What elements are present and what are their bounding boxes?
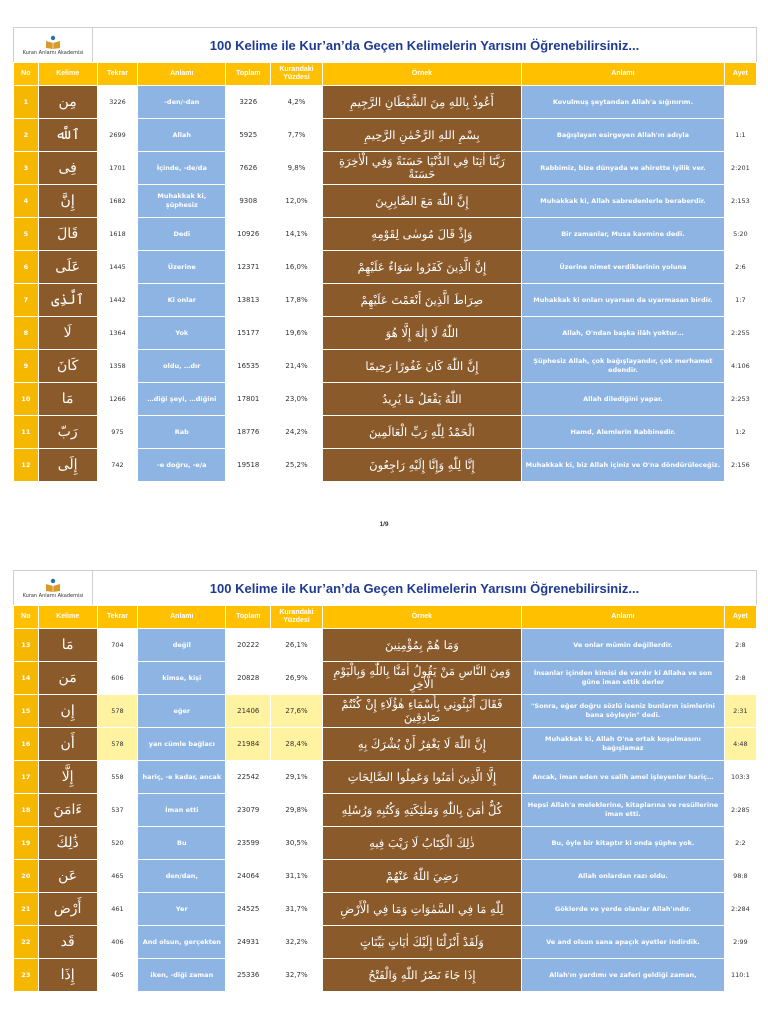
row-number: 8 — [14, 317, 39, 350]
example-translation: Muhakkak ki, biz Allah içiniz ve O'na döndürüleceğiz. — [522, 449, 725, 482]
repeat-count: 406 — [97, 926, 138, 959]
table-header-row — [14, 63, 757, 86]
running-total: 3226 — [226, 86, 271, 119]
example-translation: İnsanlar içinden kimisi de vardır ki Allaha ve son güne iman ettik derler — [522, 662, 725, 695]
verse-reference: 2:253 — [724, 383, 756, 416]
quran-percent: 32,2% — [271, 926, 322, 959]
col-meaning: Anlamı — [138, 63, 226, 86]
row-number: 13 — [14, 629, 39, 662]
word-meaning: İçinde, -de/da — [138, 152, 226, 185]
word-meaning: -den/-dan — [138, 86, 226, 119]
verse-reference: 103:3 — [724, 761, 756, 794]
quran-percent: 27,6% — [271, 695, 322, 728]
document-page-2 — [13, 570, 757, 992]
col-example: Örnek — [322, 63, 521, 86]
running-total: 20222 — [226, 629, 271, 662]
col-verse: Ayet — [724, 63, 756, 86]
row-number: 7 — [14, 284, 39, 317]
col-count: Tekrar — [97, 63, 138, 86]
repeat-count: 606 — [97, 662, 138, 695]
col-total: Toplam — [226, 63, 271, 86]
word-meaning: oldu, …dır — [138, 350, 226, 383]
verse-reference: 1:2 — [724, 416, 756, 449]
col-word: Kelime — [38, 606, 97, 629]
arabic-word: إِلَّا — [38, 761, 97, 794]
page-title: 100 Kelime ile Kur’an’da Geçen Kelimelerin Yarısını Öğrenebilirsiniz... — [209, 580, 640, 596]
example-verse: اللّٰهُ لَا إِلٰهَ إِلَّا هُوَ — [322, 317, 521, 350]
row-number: 3 — [14, 152, 39, 185]
col-translation: Anlamı — [522, 63, 725, 86]
row-number: 22 — [14, 926, 39, 959]
example-verse: إِنَّ اللّٰهَ لَا يَغْفِرُ أَنْ يُشْرَكَ بِهِ — [322, 728, 521, 761]
row-number: 16 — [14, 728, 39, 761]
arabic-word: ٱلَّذِى — [38, 284, 97, 317]
word-meaning: Allah — [138, 119, 226, 152]
col-word: Kelime — [38, 63, 97, 86]
quran-percent: 14,1% — [271, 218, 322, 251]
word-meaning: …diği şeyi, …diğini — [138, 383, 226, 416]
arabic-word: رَبّ — [38, 416, 97, 449]
arabic-word: عَن — [38, 860, 97, 893]
col-translation: Anlamı — [522, 606, 725, 629]
table-row — [14, 893, 757, 926]
arabic-word: فِى — [38, 152, 97, 185]
repeat-count: 461 — [97, 893, 138, 926]
repeat-count: 1682 — [97, 185, 138, 218]
table-body — [14, 86, 757, 482]
col-percent: Kurandaki Yüzdesi — [271, 63, 322, 86]
word-meaning: -e doğru, -e/a — [138, 449, 226, 482]
col-verse: Ayet — [724, 606, 756, 629]
logo-text: Kuran Anlamı Akademisi — [22, 49, 84, 56]
quran-percent: 16,0% — [271, 251, 322, 284]
verse-reference: 2:285 — [724, 794, 756, 827]
verse-reference: 2:153 — [724, 185, 756, 218]
col-example: Örnek — [322, 606, 521, 629]
example-translation: Göklerde ve yerde olanlar Allah'ındır. — [522, 893, 725, 926]
arabic-word: قَالَ — [38, 218, 97, 251]
running-total: 17801 — [226, 383, 271, 416]
table-row — [14, 794, 757, 827]
quran-percent: 9,8% — [271, 152, 322, 185]
row-number: 14 — [14, 662, 39, 695]
example-translation: Allah'ın yardımı ve zaferi geldiği zaman, — [522, 959, 725, 992]
row-number: 19 — [14, 827, 39, 860]
example-verse: إِنَّ الَّذِينَ كَفَرُوا سَوَاءٌ عَلَيْهِمْ — [322, 251, 521, 284]
table-row — [14, 926, 757, 959]
arabic-word: أَرْض — [38, 893, 97, 926]
repeat-count: 1358 — [97, 350, 138, 383]
quran-percent: 4,2% — [271, 86, 322, 119]
repeat-count: 578 — [97, 728, 138, 761]
row-number: 23 — [14, 959, 39, 992]
page-title: 100 Kelime ile Kur’an’da Geçen Kelimelerin Yarısını Öğrenebilirsiniz... — [209, 37, 640, 53]
repeat-count: 2699 — [97, 119, 138, 152]
example-verse: وَإِذْ قَالَ مُوسٰى لِقَوْمِهِ — [322, 218, 521, 251]
table-row — [14, 218, 757, 251]
example-translation: Allah dilediğini yapar. — [522, 383, 725, 416]
example-verse: بِسْمِ اللهِ الرَّحْمٰنِ الرَّحِيمِ — [322, 119, 521, 152]
repeat-count: 975 — [97, 416, 138, 449]
table-row — [14, 317, 757, 350]
table-row — [14, 350, 757, 383]
word-meaning: iken, -diği zaman — [138, 959, 226, 992]
repeat-count: 1442 — [97, 284, 138, 317]
example-translation: Muhakkak ki onları uyarsan da uyarmasan birdir. — [522, 284, 725, 317]
arabic-word: ذَٰلِكَ — [38, 827, 97, 860]
quran-percent: 31,1% — [271, 860, 322, 893]
col-no: No — [14, 606, 39, 629]
example-verse: أَعُوذُ بِاللهِ مِنَ الشَّيْطَانِ الرَّجِيمِ — [322, 86, 521, 119]
arabic-word: إِن — [38, 695, 97, 728]
word-meaning: eğer — [138, 695, 226, 728]
quran-percent: 25,2% — [271, 449, 322, 482]
example-translation: Bir zamanlar, Musa kavmine dedi. — [522, 218, 725, 251]
repeat-count: 465 — [97, 860, 138, 893]
quran-percent: 17,8% — [271, 284, 322, 317]
col-count: Tekrar — [97, 606, 138, 629]
example-verse: فَقَالَ أَنْبِئُونِي بِأَسْمَاءِ هٰؤُلَاءِ إِنْ كُنْتُمْ صَادِقِينَ — [322, 695, 521, 728]
table-row — [14, 284, 757, 317]
repeat-count: 704 — [97, 629, 138, 662]
quran-percent: 29,8% — [271, 794, 322, 827]
verse-reference: 2:2 — [724, 827, 756, 860]
running-total: 7626 — [226, 152, 271, 185]
repeat-count: 1364 — [97, 317, 138, 350]
quran-percent: 32,7% — [271, 959, 322, 992]
word-table — [13, 62, 757, 482]
repeat-count: 1701 — [97, 152, 138, 185]
repeat-count: 1618 — [97, 218, 138, 251]
verse-reference: 2:6 — [724, 251, 756, 284]
word-meaning: Üzerine — [138, 251, 226, 284]
word-meaning: kimse, kişi — [138, 662, 226, 695]
example-verse: إِنَّ اللّٰهَ كَانَ غَفُورًا رَحِيمًا — [322, 350, 521, 383]
running-total: 21984 — [226, 728, 271, 761]
verse-reference: 2:255 — [724, 317, 756, 350]
running-total: 24064 — [226, 860, 271, 893]
verse-reference: 4:48 — [724, 728, 756, 761]
example-verse: وَمِنَ النَّاسِ مَنْ يَقُولُ اٰمَنَّا بِاللّٰهِ وَبِالْيَوْمِ الْاٰخِرِ — [322, 662, 521, 695]
example-translation: Bu, öyle bir kitaptır ki onda şüphe yok. — [522, 827, 725, 860]
row-number: 17 — [14, 761, 39, 794]
running-total: 18776 — [226, 416, 271, 449]
arabic-word: إِذَا — [38, 959, 97, 992]
table-row — [14, 728, 757, 761]
running-total: 13813 — [226, 284, 271, 317]
arabic-word: قَد — [38, 926, 97, 959]
word-meaning: Yer — [138, 893, 226, 926]
page-number: 1/9 — [379, 521, 389, 528]
example-translation: Muhakkak ki, Allah O'na ortak koşulmasını bağışlamaz — [522, 728, 725, 761]
logo-text: Kuran Anlamı Akademisi — [22, 592, 84, 599]
verse-reference: 4:106 — [724, 350, 756, 383]
arabic-word: إِنَّ — [38, 185, 97, 218]
word-meaning: Dedi — [138, 218, 226, 251]
verse-reference: 2:31 — [724, 695, 756, 728]
table-row — [14, 86, 757, 119]
table-row — [14, 185, 757, 218]
quran-percent: 19,6% — [271, 317, 322, 350]
repeat-count: 537 — [97, 794, 138, 827]
running-total: 20828 — [226, 662, 271, 695]
word-meaning: Ki onlar — [138, 284, 226, 317]
example-translation: Muhakkak ki, Allah sabredenlerle beraberdir. — [522, 185, 725, 218]
arabic-word: ءَامَنَ — [38, 794, 97, 827]
quran-percent: 7,7% — [271, 119, 322, 152]
row-number: 6 — [14, 251, 39, 284]
row-number: 21 — [14, 893, 39, 926]
row-number: 10 — [14, 383, 39, 416]
quran-percent: 28,4% — [271, 728, 322, 761]
word-meaning: yan cümle bağlacı — [138, 728, 226, 761]
quran-percent: 23,0% — [271, 383, 322, 416]
word-meaning: And olsun, gerçekten — [138, 926, 226, 959]
table-header-row — [14, 606, 757, 629]
quran-percent: 26,9% — [271, 662, 322, 695]
word-meaning: Bu — [138, 827, 226, 860]
example-translation: Üzerine nimet verdiklerinin yoluna — [522, 251, 725, 284]
verse-reference: 110:1 — [724, 959, 756, 992]
word-meaning: Muhakkak ki, şüphesiz — [138, 185, 226, 218]
running-total: 15177 — [226, 317, 271, 350]
table-row — [14, 416, 757, 449]
example-verse: وَمَا هُمْ بِمُؤْمِنِينَ — [322, 629, 521, 662]
word-meaning: değil — [138, 629, 226, 662]
example-translation: Ve and olsun sana apaçık ayetler indirdik. — [522, 926, 725, 959]
arabic-word: مِن — [38, 86, 97, 119]
book-logo-icon — [45, 35, 61, 49]
verse-reference: 1:1 — [724, 119, 756, 152]
book-logo-icon — [45, 578, 61, 592]
verse-reference: 1:7 — [724, 284, 756, 317]
example-verse: إِلَّا الَّذِينَ اٰمَنُوا وَعَمِلُوا الصَّالِحَاتِ — [322, 761, 521, 794]
example-translation: Hamd, Alemlerin Rabbinedir. — [522, 416, 725, 449]
repeat-count: 3226 — [97, 86, 138, 119]
col-no: No — [14, 63, 39, 86]
table-row — [14, 629, 757, 662]
example-verse: الْحَمْدُ لِلّٰهِ رَبِّ الْعَالَمِينَ — [322, 416, 521, 449]
example-verse: ذٰلِكَ الْكِتَابُ لَا رَيْبَ فِيهِ — [322, 827, 521, 860]
quran-percent: 26,1% — [271, 629, 322, 662]
example-verse: صِرَاطَ الَّذِينَ أَنْعَمْتَ عَلَيْهِمْ — [322, 284, 521, 317]
running-total: 22542 — [226, 761, 271, 794]
logo — [14, 571, 93, 605]
quran-percent: 21,4% — [271, 350, 322, 383]
running-total: 23599 — [226, 827, 271, 860]
verse-reference — [724, 86, 756, 119]
verse-reference: 2:8 — [724, 629, 756, 662]
repeat-count: 1445 — [97, 251, 138, 284]
running-total: 23079 — [226, 794, 271, 827]
row-number: 15 — [14, 695, 39, 728]
example-verse: لِلّٰهِ مَا فِي السَّمٰوَاتِ وَمَا فِي الْأَرْضِ — [322, 893, 521, 926]
verse-reference: 2:201 — [724, 152, 756, 185]
example-verse: رَضِيَ اللّٰهُ عَنْهُمْ — [322, 860, 521, 893]
example-verse: اللّٰهُ يَفْعَلُ مَا يُرِيدُ — [322, 383, 521, 416]
example-translation: Kovulmuş şeytandan Allah'a sığınırım. — [522, 86, 725, 119]
example-translation: Ve onlar mümin değillerdir. — [522, 629, 725, 662]
example-translation: Allah, O'ndan başka ilâh yoktur… — [522, 317, 725, 350]
running-total: 12371 — [226, 251, 271, 284]
word-meaning: Yok — [138, 317, 226, 350]
table-row — [14, 662, 757, 695]
example-translation: Allah onlardan razı oldu. — [522, 860, 725, 893]
running-total: 19518 — [226, 449, 271, 482]
example-verse: وَلَقَدْ أَنْزَلْنَا إِلَيْكَ اٰيَاتٍ بَيِّنَاتٍ — [322, 926, 521, 959]
quran-percent: 24,2% — [271, 416, 322, 449]
quran-percent: 31,7% — [271, 893, 322, 926]
verse-reference: 5:20 — [724, 218, 756, 251]
arabic-word: إِلَى — [38, 449, 97, 482]
verse-reference: 2:156 — [724, 449, 756, 482]
repeat-count: 558 — [97, 761, 138, 794]
example-verse: إِذَا جَاءَ نَصْرُ اللّٰهِ وَالْفَتْحُ — [322, 959, 521, 992]
page-header — [13, 27, 757, 62]
running-total: 10926 — [226, 218, 271, 251]
arabic-word: كَانَ — [38, 350, 97, 383]
word-meaning: Rab — [138, 416, 226, 449]
arabic-word: لَا — [38, 317, 97, 350]
row-number: 5 — [14, 218, 39, 251]
document-page-1 — [13, 27, 757, 482]
running-total: 21406 — [226, 695, 271, 728]
table-row — [14, 860, 757, 893]
table-row — [14, 761, 757, 794]
row-number: 4 — [14, 185, 39, 218]
repeat-count: 742 — [97, 449, 138, 482]
table-row — [14, 251, 757, 284]
row-number: 11 — [14, 416, 39, 449]
table-row — [14, 695, 757, 728]
example-translation: Ancak, iman eden ve salih amel işleyenler hariç… — [522, 761, 725, 794]
example-translation: Rabbimiz, bize dünyada ve ahirette iyilik ver. — [522, 152, 725, 185]
arabic-word: ٱللَّه — [38, 119, 97, 152]
table-body — [14, 629, 757, 992]
verse-reference: 98:8 — [724, 860, 756, 893]
quran-percent: 29,1% — [271, 761, 322, 794]
arabic-word: مَا — [38, 383, 97, 416]
table-row — [14, 119, 757, 152]
running-total: 5925 — [226, 119, 271, 152]
repeat-count: 578 — [97, 695, 138, 728]
row-number: 2 — [14, 119, 39, 152]
running-total: 25336 — [226, 959, 271, 992]
col-percent: Kurandaki Yüzdesi — [271, 606, 322, 629]
word-meaning: İman etti — [138, 794, 226, 827]
running-total: 9308 — [226, 185, 271, 218]
example-translation: Şüphesiz Allah, çok bağışlayandır, çok merhamet edendir. — [522, 350, 725, 383]
word-table — [13, 605, 757, 992]
repeat-count: 520 — [97, 827, 138, 860]
verse-reference: 2:8 — [724, 662, 756, 695]
table-row — [14, 449, 757, 482]
arabic-word: مَا — [38, 629, 97, 662]
row-number: 12 — [14, 449, 39, 482]
col-total: Toplam — [226, 606, 271, 629]
verse-reference: 2:284 — [724, 893, 756, 926]
table-row — [14, 383, 757, 416]
running-total: 24525 — [226, 893, 271, 926]
col-meaning: Anlamı — [138, 606, 226, 629]
example-verse: كُلٌّ اٰمَنَ بِاللّٰهِ وَمَلٰئِكَتِهِ وَكُتُبِهِ وَرُسُلِهِ — [322, 794, 521, 827]
row-number: 18 — [14, 794, 39, 827]
arabic-word: مَن — [38, 662, 97, 695]
quran-percent: 30,5% — [271, 827, 322, 860]
word-meaning: hariç, -e kadar, ancak — [138, 761, 226, 794]
table-row — [14, 152, 757, 185]
running-total: 16535 — [226, 350, 271, 383]
table-row — [14, 959, 757, 992]
quran-percent: 12,0% — [271, 185, 322, 218]
arabic-word: عَلَى — [38, 251, 97, 284]
table-row — [14, 827, 757, 860]
logo — [14, 28, 93, 62]
page-header — [13, 570, 757, 605]
verse-reference: 2:99 — [724, 926, 756, 959]
row-number: 20 — [14, 860, 39, 893]
example-verse: إِنَّ اللّٰهَ مَعَ الصَّابِرِينَ — [322, 185, 521, 218]
example-translation: Hepsi Allah'a meleklerine, kitaplarına ve resüllerine iman etti. — [522, 794, 725, 827]
repeat-count: 405 — [97, 959, 138, 992]
arabic-word: أَن — [38, 728, 97, 761]
example-translation: "Sonra, eğer doğru sözlü iseniz bunların isimlerini bana söyleyin" dedi. — [522, 695, 725, 728]
repeat-count: 1266 — [97, 383, 138, 416]
word-meaning: den/dan, — [138, 860, 226, 893]
row-number: 9 — [14, 350, 39, 383]
example-translation: Bağışlayan esirgeyen Allah'ın adıyla — [522, 119, 725, 152]
example-verse: إِنَّا لِلّٰهِ وَإِنَّا إِلَيْهِ رَاجِعُونَ — [322, 449, 521, 482]
running-total: 24931 — [226, 926, 271, 959]
example-verse: رَبَّنَا اٰتِنَا فِي الدُّنْيَا حَسَنَةً وَفِي الْاٰخِرَةِ حَسَنَةً — [322, 152, 521, 185]
row-number: 1 — [14, 86, 39, 119]
